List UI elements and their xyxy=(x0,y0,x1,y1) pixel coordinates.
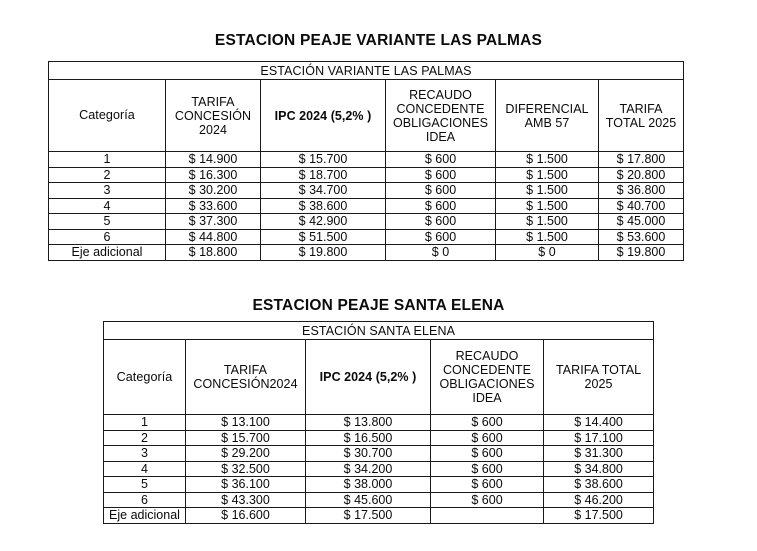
column-header-categoria xyxy=(104,340,186,415)
cell-value: $ 31.300 xyxy=(544,446,654,462)
header-line: IDEA xyxy=(425,129,456,144)
cell-categoria: 5 xyxy=(49,214,166,230)
cell-categoria: 1 xyxy=(104,415,186,431)
table-santa-elena xyxy=(103,321,654,524)
cell-value: $ 45.000 xyxy=(599,214,684,230)
table-caption-row xyxy=(104,322,654,340)
header-line: AMB 57 xyxy=(524,115,570,130)
header-line: TARIFA TOTAL xyxy=(555,363,642,377)
header-line: Categoría xyxy=(79,108,135,123)
cell-value: $ 44.800 xyxy=(166,229,261,245)
table-row xyxy=(104,430,654,446)
column-header-tarifa-concesion-2024 xyxy=(186,340,306,415)
cell-categoria: 2 xyxy=(49,167,166,183)
cell-value: $ 16.300 xyxy=(166,167,261,183)
table-body xyxy=(104,415,654,524)
cell-value: $ 18.800 xyxy=(166,245,261,261)
header-line: OBLIGACIONES xyxy=(439,377,535,391)
cell-value: $ 600 xyxy=(386,152,496,168)
cell-value: $ 15.700 xyxy=(186,430,306,446)
table-caption-row xyxy=(49,62,684,80)
column-header-diferencial-amb-57 xyxy=(496,80,599,152)
cell-value: $ 53.600 xyxy=(599,229,684,245)
table-row xyxy=(49,152,684,168)
cell-value: $ 16.600 xyxy=(186,508,306,524)
header-line: CONCEDENTE xyxy=(396,101,485,116)
cell-categoria: 1 xyxy=(49,152,166,168)
cell-value: $ 600 xyxy=(386,183,496,199)
header-line: IPC 2024 (5,2% ) xyxy=(319,370,417,384)
header-line: TOTAL 2025 xyxy=(605,115,677,130)
cell-value: $ 38.600 xyxy=(261,198,386,214)
column-header-recaudo-concedente-obligaciones-idea xyxy=(431,340,544,415)
cell-value: $ 30.700 xyxy=(306,446,431,462)
cell-value: $ 17.500 xyxy=(306,508,431,524)
cell-value: $ 13.800 xyxy=(306,415,431,431)
cell-value: $ 13.100 xyxy=(186,415,306,431)
cell-value xyxy=(431,508,544,524)
table-row xyxy=(49,183,684,199)
column-header-categoria xyxy=(49,80,166,152)
cell-value: $ 20.800 xyxy=(599,167,684,183)
header-line: 2025 xyxy=(584,377,613,391)
header-line: 2024 xyxy=(198,122,227,137)
cell-value: $ 51.500 xyxy=(261,229,386,245)
cell-value: $ 16.500 xyxy=(306,430,431,446)
column-header-tarifa-total-2025 xyxy=(544,340,654,415)
cell-value: $ 600 xyxy=(386,167,496,183)
cell-value: $ 46.200 xyxy=(544,492,654,508)
cell-categoria: 6 xyxy=(49,229,166,245)
table-caption: ESTACIÓN SANTA ELENA xyxy=(104,322,654,340)
cell-value: $ 600 xyxy=(431,477,544,493)
cell-value: $ 36.800 xyxy=(599,183,684,199)
column-header-recaudo-concedente-obligaciones-idea xyxy=(386,80,496,152)
cell-value: $ 15.700 xyxy=(261,152,386,168)
header-line: CONCEDENTE xyxy=(442,363,531,377)
table-row xyxy=(49,198,684,214)
table-body xyxy=(49,152,684,261)
cell-value: $ 18.700 xyxy=(261,167,386,183)
cell-value: $ 29.200 xyxy=(186,446,306,462)
cell-value: $ 30.200 xyxy=(166,183,261,199)
cell-value: $ 32.500 xyxy=(186,461,306,477)
cell-categoria: 3 xyxy=(104,446,186,462)
table-row xyxy=(104,492,654,508)
header-line: CONCESIÓN2024 xyxy=(193,377,298,391)
page-title-variante-las-palmas: ESTACION PEAJE VARIANTE LAS PALMAS xyxy=(214,32,543,50)
cell-value: $ 600 xyxy=(431,492,544,508)
cell-value: $ 33.600 xyxy=(166,198,261,214)
table-row xyxy=(49,214,684,230)
header-line: TARIFA xyxy=(619,101,663,116)
table-row xyxy=(49,167,684,183)
table-row xyxy=(104,477,654,493)
header-line: Categoría xyxy=(116,369,173,384)
header-line: CONCESIÓN xyxy=(174,108,252,123)
cell-categoria: 6 xyxy=(104,492,186,508)
table-caption: ESTACIÓN VARIANTE LAS PALMAS xyxy=(49,62,684,80)
table-row xyxy=(104,446,654,462)
cell-value: $ 34.700 xyxy=(261,183,386,199)
cell-value: $ 36.100 xyxy=(186,477,306,493)
cell-value: $ 1.500 xyxy=(496,183,599,199)
header-line: RECAUDO xyxy=(455,349,519,363)
table-row xyxy=(49,245,684,261)
cell-value: $ 17.100 xyxy=(544,430,654,446)
cell-value: $ 1.500 xyxy=(496,198,599,214)
cell-value: $ 600 xyxy=(431,446,544,462)
table-header-row xyxy=(104,340,654,415)
cell-value: $ 19.800 xyxy=(261,245,386,261)
cell-categoria: 2 xyxy=(104,430,186,446)
cell-value: $ 0 xyxy=(496,245,599,261)
cell-value: $ 17.500 xyxy=(544,508,654,524)
cell-value: $ 17.800 xyxy=(599,152,684,168)
cell-value: $ 38.000 xyxy=(306,477,431,493)
page-title-santa-elena: ESTACION PEAJE SANTA ELENA xyxy=(252,297,505,315)
cell-value: $ 42.900 xyxy=(261,214,386,230)
cell-value: $ 34.200 xyxy=(306,461,431,477)
cell-value: $ 1.500 xyxy=(496,229,599,245)
header-line: TARIFA xyxy=(223,363,268,377)
cell-value: $ 19.800 xyxy=(599,245,684,261)
column-header-ipc-2024 xyxy=(306,340,431,415)
table-variante-las-palmas xyxy=(48,61,684,261)
cell-categoria: 4 xyxy=(104,461,186,477)
header-line: IPC 2024 (5,2% ) xyxy=(274,108,372,123)
cell-value: $ 14.900 xyxy=(166,152,261,168)
cell-categoria: 4 xyxy=(49,198,166,214)
cell-categoria: Eje adicional xyxy=(49,245,166,261)
cell-value: $ 600 xyxy=(431,430,544,446)
header-line: RECAUDO xyxy=(409,87,472,102)
cell-value: $ 1.500 xyxy=(496,167,599,183)
cell-value: $ 600 xyxy=(386,229,496,245)
cell-value: $ 34.800 xyxy=(544,461,654,477)
cell-value: $ 600 xyxy=(386,214,496,230)
cell-value: $ 37.300 xyxy=(166,214,261,230)
column-header-tarifa-concesion-2024 xyxy=(166,80,261,152)
table-row xyxy=(49,229,684,245)
cell-value: $ 43.300 xyxy=(186,492,306,508)
table-row xyxy=(104,461,654,477)
cell-categoria: Eje adicional xyxy=(104,508,186,524)
table-row xyxy=(104,415,654,431)
column-header-ipc-2024 xyxy=(261,80,386,152)
table-row xyxy=(104,508,654,524)
column-header-tarifa-total-2025 xyxy=(599,80,684,152)
cell-value: $ 600 xyxy=(431,415,544,431)
cell-value: $ 1.500 xyxy=(496,152,599,168)
header-line: TARIFA xyxy=(191,94,235,109)
cell-categoria: 5 xyxy=(104,477,186,493)
table-header-row xyxy=(49,80,684,152)
header-line: IDEA xyxy=(472,391,502,405)
cell-value: $ 600 xyxy=(431,461,544,477)
cell-value: $ 1.500 xyxy=(496,214,599,230)
cell-categoria: 3 xyxy=(49,183,166,199)
header-line: DIFERENCIAL xyxy=(505,101,589,116)
header-line: OBLIGACIONES xyxy=(392,115,489,130)
cell-value: $ 38.600 xyxy=(544,477,654,493)
cell-value: $ 0 xyxy=(386,245,496,261)
cell-value: $ 600 xyxy=(386,198,496,214)
cell-value: $ 40.700 xyxy=(599,198,684,214)
cell-value: $ 14.400 xyxy=(544,415,654,431)
cell-value: $ 45.600 xyxy=(306,492,431,508)
